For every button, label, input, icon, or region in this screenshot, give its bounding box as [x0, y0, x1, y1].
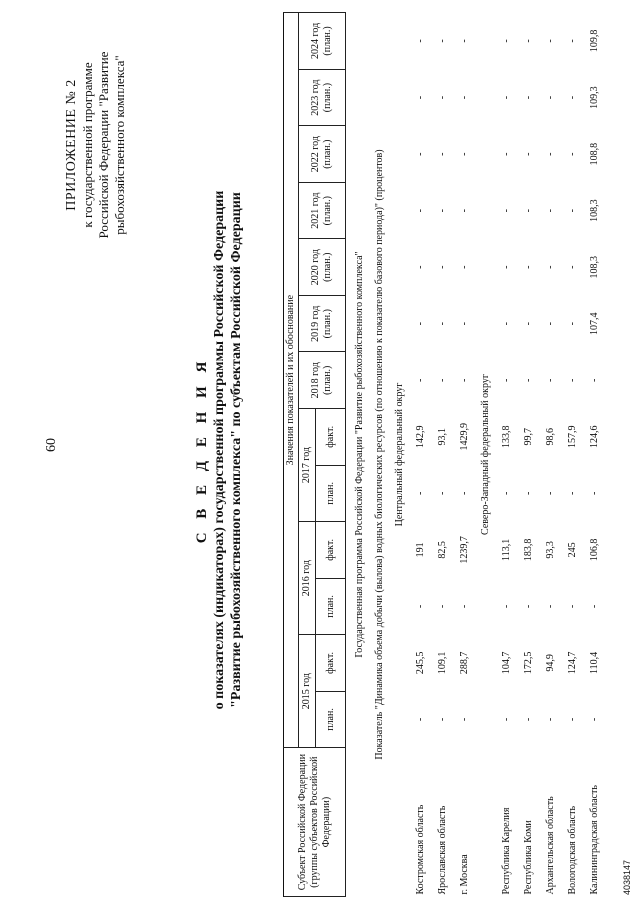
document-id: 4038147: [622, 859, 632, 895]
title-svedeniya: С В Е Д Е Н И Я: [194, 356, 210, 544]
value-cell: -: [523, 265, 534, 269]
value-cell: 94,9: [545, 654, 556, 672]
value-cell: 124,7: [567, 651, 578, 675]
value-cell: -: [523, 209, 534, 213]
value-cell: -: [459, 39, 470, 43]
value-cell: -: [501, 152, 512, 156]
value-cell: -: [567, 491, 578, 495]
value-cell: -: [501, 265, 512, 269]
value-cell: 113,1: [501, 538, 512, 561]
subject-cell: Архангельская область: [545, 796, 556, 895]
value-cell: -: [459, 265, 470, 269]
subject-cell: Костромская область: [415, 804, 426, 895]
value-cell: 108,3: [589, 199, 600, 222]
value-cell: -: [501, 378, 512, 382]
value-cell: -: [567, 39, 578, 43]
value-cell: -: [545, 39, 556, 43]
subject-header: Субъект Российской Федерации (группы субъектов Российской Федерации): [284, 748, 346, 897]
values-group-header: Значения показателей и их обоснование: [284, 13, 299, 748]
subject-cell: Ярославская область: [437, 805, 448, 895]
table-row: [518, 13, 540, 897]
value-cell: -: [415, 491, 426, 495]
table-row: [496, 13, 518, 897]
value-cell: -: [437, 152, 448, 156]
value-cell: -: [415, 152, 426, 156]
value-cell: -: [415, 209, 426, 213]
plan-year-header: 2021 год (план.): [299, 182, 346, 239]
value-cell: -: [459, 378, 470, 382]
value-cell: 1429,9: [459, 423, 470, 451]
value-cell: -: [567, 152, 578, 156]
value-cell: -: [567, 604, 578, 609]
value-cell: -: [415, 265, 426, 269]
value-cell: -: [437, 209, 448, 213]
value-cell: 183,8: [523, 538, 534, 562]
value-cell: -: [545, 95, 556, 100]
indicators-table: [283, 12, 606, 897]
subject-cell: Республика Карелия: [501, 807, 512, 895]
value-cell: -: [437, 604, 448, 609]
value-cell: -: [415, 717, 426, 722]
plan-year-header: 2019 год (план.): [299, 295, 346, 352]
value-cell: -: [545, 322, 556, 326]
value-cell: -: [545, 152, 556, 156]
year-header: 2016 год: [299, 522, 316, 635]
value-cell: -: [567, 322, 578, 326]
value-cell: -: [523, 322, 534, 326]
title-line: "Развитие рыбохозяйственного комплекса" по субъектам Российской Федерации: [229, 192, 244, 708]
appendix-title: ПРИЛОЖЕНИЕ № 2: [64, 79, 79, 211]
value-cell: -: [523, 604, 534, 609]
value-cell: 93,1: [437, 428, 448, 446]
value-cell: -: [523, 95, 534, 100]
value-cell: -: [459, 604, 470, 609]
value-cell: -: [415, 39, 426, 43]
table-row: [584, 13, 606, 897]
plan-year-header: 2023 год (план.): [299, 69, 346, 126]
value-cell: 82,5: [437, 541, 448, 559]
plan-subheader: план.: [316, 465, 346, 522]
value-cell: 191: [415, 542, 426, 558]
value-cell: -: [437, 378, 448, 382]
appendix-line: Российской Федерации "Развитие: [96, 51, 111, 239]
value-cell: 108,3: [589, 255, 600, 279]
year-header: 2015 год: [299, 635, 316, 748]
value-cell: 106,8: [589, 538, 600, 562]
value-cell: -: [501, 39, 512, 43]
value-cell: -: [545, 604, 556, 609]
value-cell: -: [437, 491, 448, 495]
value-cell: -: [523, 39, 534, 43]
value-cell: 245,5: [415, 651, 426, 675]
value-cell: -: [501, 717, 512, 722]
value-cell: -: [501, 604, 512, 609]
value-cell: 109,8: [589, 29, 600, 53]
value-cell: -: [589, 717, 600, 722]
value-cell: -: [567, 265, 578, 269]
section-title: Северо-Западный федеральный округ: [480, 374, 491, 535]
value-cell: -: [523, 717, 534, 722]
value-cell: -: [459, 209, 470, 213]
indicators-table-wrap: [283, 12, 606, 897]
value-cell: -: [415, 322, 426, 326]
value-cell: 172,5: [523, 651, 534, 675]
value-cell: -: [459, 152, 470, 156]
value-cell: 104,7: [501, 651, 512, 675]
value-cell: -: [437, 322, 448, 326]
value-cell: -: [437, 39, 448, 43]
value-cell: -: [545, 378, 556, 382]
value-cell: -: [437, 265, 448, 269]
value-cell: -: [415, 604, 426, 609]
program-line: Государственная программа Российской Федерации "Развитие рыбохозяйственного комплекса": [354, 251, 365, 658]
value-cell: 109,3: [589, 86, 600, 109]
value-cell: 98,6: [545, 428, 556, 446]
value-cell: -: [567, 95, 578, 100]
indicator-line: Показатель "Динамика объема добычи (вылова) водных биологических ресурсов (по отношению к показателю базового периода)" (процентов): [374, 149, 385, 760]
value-cell: 1239,7: [459, 536, 470, 564]
value-cell: -: [501, 491, 512, 495]
value-cell: -: [545, 491, 556, 495]
fact-subheader: факт.: [316, 635, 346, 692]
value-cell: -: [415, 378, 426, 382]
table-row: [454, 13, 476, 897]
value-cell: 142,9: [415, 425, 426, 449]
value-cell: -: [589, 378, 600, 382]
plan-subheader: план.: [316, 578, 346, 635]
appendix-line: рыбохозяйственного комплекса": [112, 55, 127, 235]
table-row: [410, 13, 432, 897]
value-cell: -: [459, 491, 470, 495]
value-cell: -: [545, 717, 556, 722]
value-cell: -: [501, 209, 512, 213]
year-header: 2017 год: [299, 409, 316, 522]
value-cell: -: [545, 265, 556, 269]
plan-year-header: 2022 год (план.): [299, 126, 346, 183]
value-cell: -: [523, 378, 534, 382]
value-cell: -: [459, 95, 470, 100]
appendix-line: к государственной программе: [80, 62, 95, 228]
value-cell: -: [567, 378, 578, 382]
value-cell: 109,1: [437, 651, 448, 675]
fact-subheader: факт.: [316, 409, 346, 466]
subject-cell: Вологодская область: [567, 805, 578, 895]
section-title: Центральный федеральный округ: [394, 382, 405, 527]
value-cell: -: [523, 491, 534, 495]
value-cell: 288,7: [459, 651, 470, 675]
fact-subheader: факт.: [316, 522, 346, 579]
value-cell: -: [589, 604, 600, 609]
value-cell: -: [459, 717, 470, 722]
value-cell: -: [545, 209, 556, 213]
title-line: о показателях (индикаторах) государственной программы Российской Федерации: [212, 190, 227, 710]
table-row: [540, 13, 562, 897]
value-cell: 157,9: [567, 425, 578, 449]
table-row: [562, 13, 584, 897]
plan-year-header: 2024 год (план.): [299, 13, 346, 70]
value-cell: 99,7: [523, 428, 534, 446]
value-cell: -: [415, 95, 426, 100]
value-cell: -: [437, 717, 448, 722]
value-cell: -: [501, 95, 512, 100]
value-cell: 108,8: [589, 142, 600, 166]
value-cell: 133,8: [501, 425, 512, 449]
value-cell: -: [501, 322, 512, 326]
value-cell: -: [567, 717, 578, 722]
value-cell: -: [437, 95, 448, 100]
value-cell: -: [459, 322, 470, 326]
value-cell: -: [567, 209, 578, 213]
value-cell: 245: [567, 542, 578, 558]
value-cell: 110,4: [589, 651, 600, 674]
subject-cell: г. Москва: [459, 854, 470, 895]
plan-year-header: 2018 год (план.): [299, 352, 346, 409]
value-cell: 124,6: [589, 425, 600, 449]
table-row: [432, 13, 454, 897]
plan-year-header: 2020 год (план.): [299, 239, 346, 296]
subject-cell: Республика Коми: [523, 820, 534, 895]
value-cell: -: [523, 152, 534, 156]
plan-subheader: план.: [316, 691, 346, 748]
value-cell: 93,3: [545, 541, 556, 559]
page-number: 60: [44, 438, 59, 452]
appendix-block: [64, 15, 128, 275]
value-cell: 107,4: [589, 312, 600, 335]
document-title: [194, 145, 245, 755]
subject-cell: Калининградская область: [589, 785, 600, 895]
value-cell: -: [589, 491, 600, 495]
